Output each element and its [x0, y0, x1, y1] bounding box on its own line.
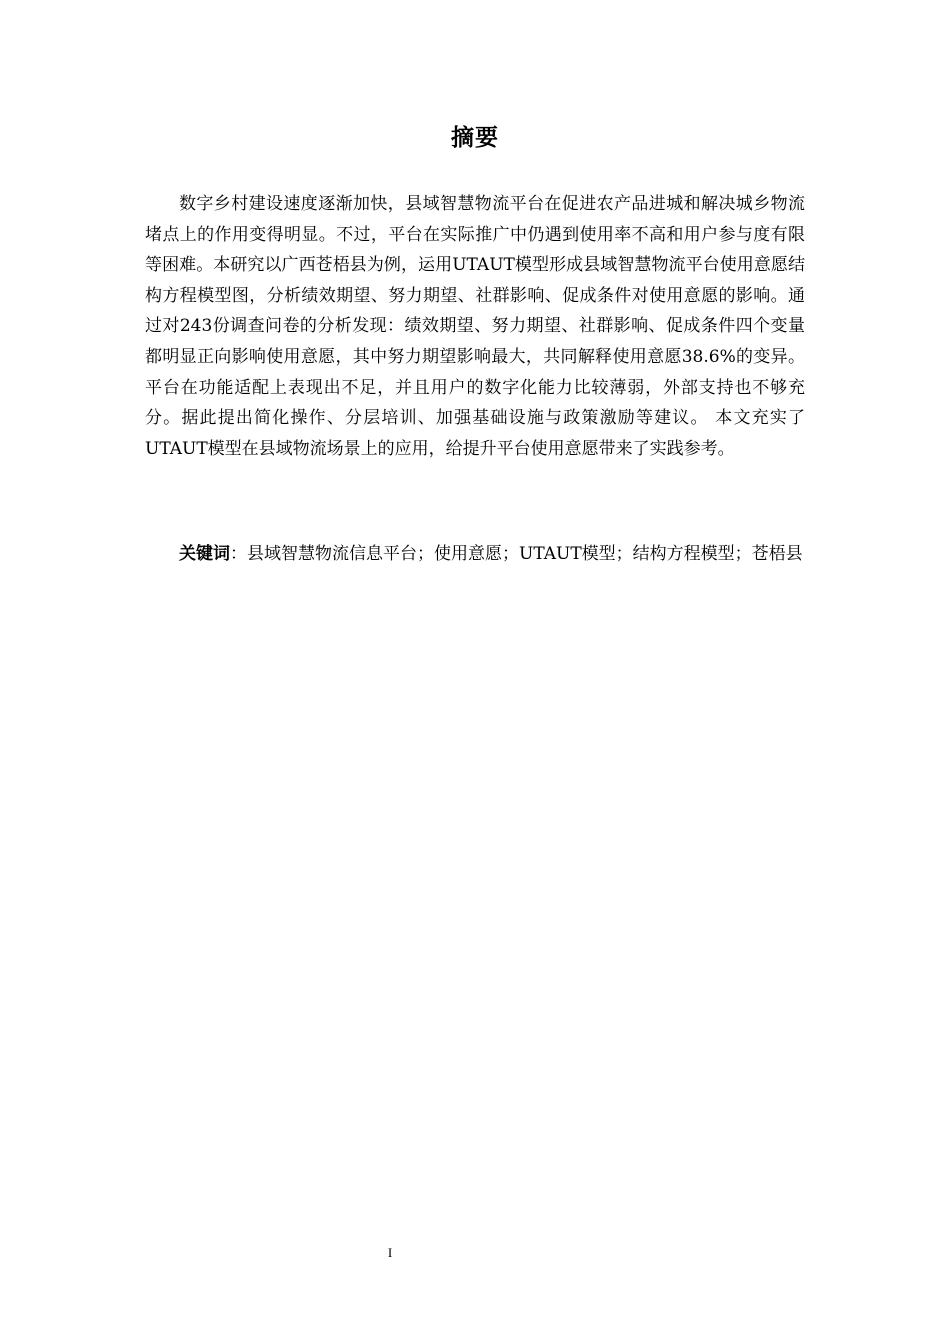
keywords-paragraph: [145, 539, 805, 570]
page-number: I: [387, 1245, 393, 1260]
keywords-separator: ：: [230, 544, 247, 564]
abstract-title: 摘要: [451, 125, 499, 151]
keywords-text: 县域智慧物流信息平台；使用意愿；UTAUT模型；结构方程模型；苍梧县: [247, 544, 803, 564]
keywords-label: 关键词: [179, 544, 230, 564]
abstract-paragraph: 数字乡村建设速度逐渐加快，县域智慧物流平台在促进农产品进城和解决城乡物流堵点上的作用变得明显。不过，平台在实际推广中仍遇到使用率不高和用户参与度有限等困难。本研究以广西苍梧县为例，运用UTAUT模型形成县域智慧物流平台使用意愿结构方程模型图，分析绩效期望、努力期望、社群影响、促成条件对使用意愿的影响。通过对243份调查问卷的分析发现：绩效期望、努力期望、社群影响、促成条件四个变量都明显正向影响使用意愿，其中努力期望影响最大，共同解释使用意愿38.6%的变异。平台在功能适配上表现出不足，并且用户的数字化能力比较薄弱，外部支持也不够充分。据此提出简化操作、分层培训、加强基础设施与政策激励等建议。 本文充实了UTAUT模型在县域物流场景上的应用，给提升平台使用意愿带来了实践参考。: [145, 194, 805, 459]
